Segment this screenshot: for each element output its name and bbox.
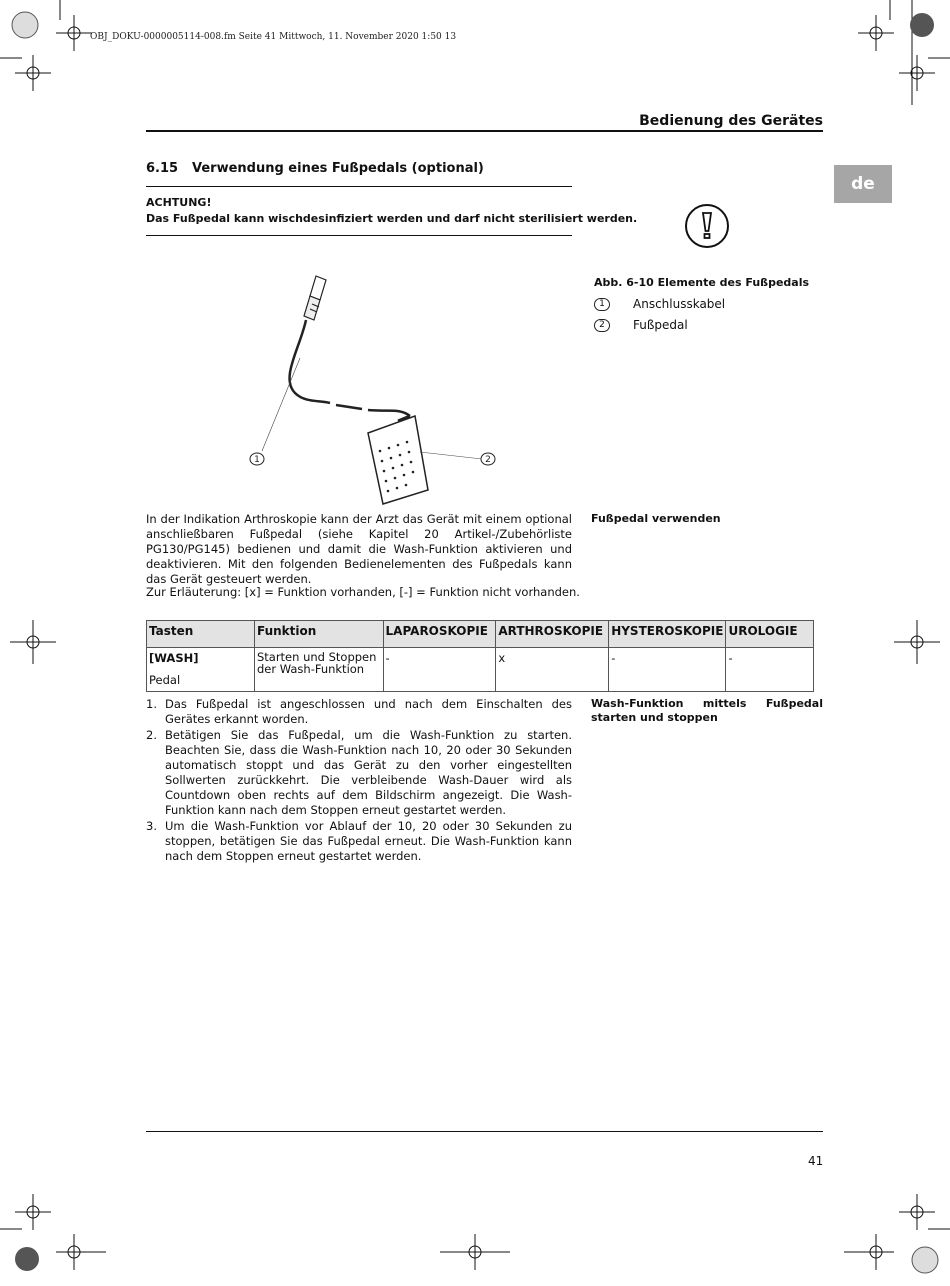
- column-header: ARTHROSKOPIE: [496, 621, 609, 648]
- legend-marker: 2: [594, 319, 610, 332]
- footer-rule: [146, 1131, 823, 1132]
- language-tab: de: [834, 165, 892, 203]
- print-header: OBJ_DOKU-0000005114-008.fm Seite 41 Mittwoch, 11. November 2020 1:50 13: [90, 32, 457, 42]
- legend-item: [594, 318, 688, 332]
- step-number: 1.: [146, 697, 157, 711]
- table-cell: x: [496, 648, 609, 692]
- side-label-wash: Wash-Funktion mittels Fußpedal starten und stoppen: [591, 697, 823, 724]
- warning-text: Das Fußpedal kann wischdesinfiziert werden und darf nicht sterilisiert werden.: [146, 212, 638, 225]
- legend-label: Anschlusskabel: [633, 297, 726, 311]
- table-row: [147, 648, 814, 692]
- page-number: 41: [808, 1154, 824, 1168]
- column-header: LAPAROSKOPIE: [383, 621, 496, 648]
- section-rule: [146, 186, 572, 187]
- key-sub: Pedal: [149, 673, 181, 687]
- warning-rule: [146, 235, 572, 236]
- list-item: [146, 697, 572, 727]
- list-item: [146, 819, 572, 864]
- side-label-use: Fußpedal verwenden: [591, 512, 721, 525]
- table-header-row: [147, 621, 814, 648]
- table-cell: [147, 648, 255, 692]
- callout-1: 1: [254, 455, 260, 465]
- section-number: 6.15: [146, 161, 179, 176]
- running-head: Bedienung des Gerätes: [639, 113, 823, 129]
- list-item: [146, 728, 572, 818]
- legend-item: [594, 297, 725, 311]
- legend-label: Fußpedal: [633, 318, 688, 332]
- table-cell: -: [383, 648, 496, 692]
- column-header: Funktion: [254, 621, 383, 648]
- intro-paragraph: In der Indikation Arthroskopie kann der Arzt das Gerät mit einem optional anschließbaren Fußpedal (siehe Kapitel 20 Artikel-/Zubehörliste PG130/PG145) bedienen und damit die Wash-Funktion aktivieren und deaktivieren. Mit den folgenden Bedienelementen des Fußpedals kann das Gerät gesteuert werden.: [146, 512, 572, 586]
- callout-2: 2: [485, 455, 491, 465]
- section-title: Verwendung eines Fußpedals (optional): [192, 161, 484, 176]
- foot-pedal-illustration: [240, 268, 520, 508]
- step-text: Das Fußpedal ist angeschlossen und nach dem Einschalten des Gerätes erkannt worden.: [165, 697, 572, 726]
- column-header: UROLOGIE: [726, 621, 814, 648]
- legend-explanation: Zur Erläuterung: [x] = Funktion vorhanden, [-] = Funktion nicht vorhanden.: [146, 585, 580, 599]
- step-number: 2.: [146, 728, 157, 742]
- warning-title: ACHTUNG!: [146, 196, 212, 209]
- step-list: [146, 697, 572, 864]
- step-number: 3.: [146, 819, 157, 833]
- table-cell: Starten und Stoppen der Wash-Funktion: [254, 648, 383, 692]
- function-table: [146, 620, 814, 692]
- figure-caption: Abb. 6-10 Elemente des Fußpedals: [594, 276, 810, 289]
- table-cell: -: [609, 648, 726, 692]
- exclamation-caution-icon: [684, 203, 730, 249]
- section-heading: [146, 161, 484, 176]
- table-cell: -: [726, 648, 814, 692]
- column-header: Tasten: [147, 621, 255, 648]
- legend-marker: 1: [594, 298, 610, 311]
- header-rule: [146, 130, 823, 132]
- step-text: Um die Wash-Funktion vor Ablauf der 10, 20 oder 30 Sekunden zu stoppen, betätigen Sie das Fußpedal erneut. Die Wash-Funktion kann nach dem Stoppen erneut gestartet werden.: [165, 819, 572, 863]
- key-name: [WASH]: [149, 651, 199, 665]
- step-text: Betätigen Sie das Fußpedal, um die Wash-Funktion zu starten. Beachten Sie, dass die Wash-Funktion nach 10, 20 oder 30 Sekunden automatisch stoppt und das Gerät zu den vorher eingestellten Sollwerten zurückkehrt. Die verbleibende Wash-Dauer wird als Countdown oben rechts auf dem Bildschirm angezeigt. Die Wash-Funktion kann nach dem Stoppen erneut gestartet werden.: [165, 728, 572, 817]
- column-header: HYSTEROSKOPIE: [609, 621, 726, 648]
